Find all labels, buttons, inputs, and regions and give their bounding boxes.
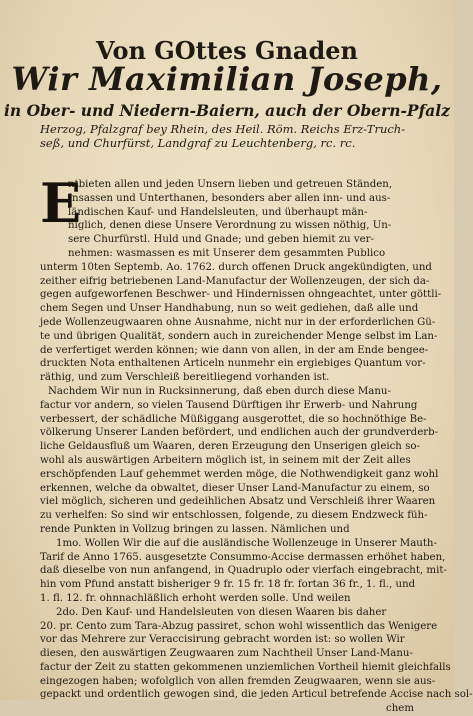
body-line: sere Churfürstl. Huld und Gnade; und geben hiemit zu ver-: [68, 234, 374, 246]
body-line: eingezogen haben; wofolglich von allen fremden Zeugwaaren, wenn sie aus-: [40, 675, 436, 687]
body-line: Nachdem Wir nun in Rucksinnerung, daß eben durch diese Manu-: [48, 385, 391, 397]
body-line: hin vom Pfund anstatt bisheriger 9 fr. 15 fr. 18 fr. fortan 36 fr., 1. fl., und: [40, 579, 416, 591]
body-line: ntbieten allen und jeden Unsern lieben und getreuen Ständen,: [68, 179, 393, 190]
body-line: diesen, den auswärtigen Zeugwaaren zum Nachtheil Unser Land-Manu-: [40, 648, 413, 660]
body-line: räthig, und zum Verschleiß bereitliegend vorhanden ist.: [40, 372, 330, 384]
body-line: viel möglich, sicheren und gedeihlichen Absatz und Verschleiß ihrer Waaren: [40, 496, 436, 508]
document-body: [40, 171, 473, 716]
body-line: jede Wollenzeugwaaren ohne Ausnahme, nicht nur in der erforderlichen Gü-: [40, 316, 436, 328]
body-line: 1. fl. 12. fr. ohnnachläßlich erhoht werden solle. Und weilen: [40, 592, 351, 604]
body-line: Insassen und Unterthanen, besonders aber allen inn- und aus-: [68, 192, 391, 204]
header-line-1: Von GOttes Gnaden: [96, 36, 358, 65]
body-line: erkennen, welche da obwaltet, dieser Unser Land-Manufactur zu einem, so: [40, 482, 430, 494]
header-line-2: Wir Maximilian Joseph,: [11, 60, 443, 98]
body-line: wohl als auswärtigen Arbeitern möglich ist, in seinem mit der Zeit alles: [40, 454, 411, 466]
body-line: zeither eifrig betriebenen Land-Manufactur der Wollenzeugen, der sich da-: [40, 275, 430, 287]
body-line: ländischen Kauf- und Handelsleuten, und überhaupt män-: [68, 206, 368, 218]
body-line: Tarif de Anno 1765. ausgesetzte Consummo-Accise dermassen erhöhet haben,: [40, 551, 446, 563]
body-line: chem Segen und Unser Handhabung, nun so weit gediehen, daß alle und: [40, 303, 419, 315]
body-line: völkerung Unserer Landen befördert, und endlichen auch der grundverderb-: [40, 427, 439, 439]
body-line: vor das Mehrere zur Veraccisirung gebracht worden ist: so wollen Wir: [40, 634, 405, 646]
body-line: 2do. Den Kauf- und Handelsleuten von diesen Waaren bis daher: [56, 606, 387, 618]
body-line: nehmen: wasmassen es mit Unserer dem gesammten Publico: [68, 247, 386, 259]
body-line: chem: [386, 703, 414, 715]
body-line: niglich, denen diese Unsere Verordnung zu wissen nöthig, Un-: [68, 220, 392, 232]
body-line: factur der Zeit zu statten gekommenen unziemlichen Vortheil hiemit gleichfalls: [40, 661, 451, 673]
body-line: unterm 10ten Septemb. Ao. 1762. durch offenen Druck angekündigten, und: [40, 261, 432, 273]
body-line: gegen aufgeworfenen Beschwer- und Hindernissen ohngeachtet, unter göttli-: [40, 289, 442, 301]
body-line: liche Geldausfluß um Waaren, deren Erzeugung den Unserigen gleich so-: [40, 441, 420, 453]
body-line: de verfertiget werden können; wie dann von allen, in der am Ende bengee-: [40, 344, 429, 356]
body-line: druckten Nota enthaltenen Articeln nunmehr ein ergiebiges Quantum vor-: [40, 358, 426, 370]
body-line: 20. pr. Cento zum Tara-Abzug passiret, schon wohl wissentlich das Wenigere: [40, 620, 438, 632]
dropcap-letter: E: [40, 171, 82, 235]
body-line: erschöpfenden Lauf gehemmet werden möge, die Nothwendigkeit ganz wohl: [40, 468, 439, 480]
body-line: rende Punkten in Vollzug bringen zu lassen. Nämlichen und: [40, 523, 350, 535]
body-line: te und übrigen Qualität, sondern auch in zureichender Menge selbst im Lan-: [40, 330, 438, 342]
title-line: seß, und Churfürst, Landgraf zu Leuchtenberg, rc. rc.: [40, 135, 356, 150]
body-line: factur vor andern, so vielen Tausend Dürftigen ihr Erwerb- und Nahrung: [40, 399, 418, 411]
title-line: Herzog, Pfalzgraf bey Rhein, des Heil. Röm. Reichs Erz-Truch-: [40, 122, 406, 136]
body-line: 1mo. Wollen Wir die auf die ausländische Wollenzeuge in Unserer Mauth-: [56, 537, 437, 549]
body-line: gepackt und ordentlich gewogen sind, die jeden Articul betrefende Accise nach sol-: [40, 689, 473, 701]
body-line: zu verhelfen: So sind wir entschlossen, folgende, zu diesem Endzweck füh-: [40, 510, 428, 522]
header-line-3: in Ober- und Niedern-Baiern, auch der Obern-Pfalz: [4, 101, 450, 120]
header-title-lines: [40, 121, 414, 149]
body-line: daß dieselbe von nun anfangend, in Quadruplo oder vierfach eingebracht, mit-: [40, 565, 447, 577]
body-line: verbessert, der schädliche Müßiggang ausgerottet, die so hochnöthige Be-: [40, 413, 427, 425]
